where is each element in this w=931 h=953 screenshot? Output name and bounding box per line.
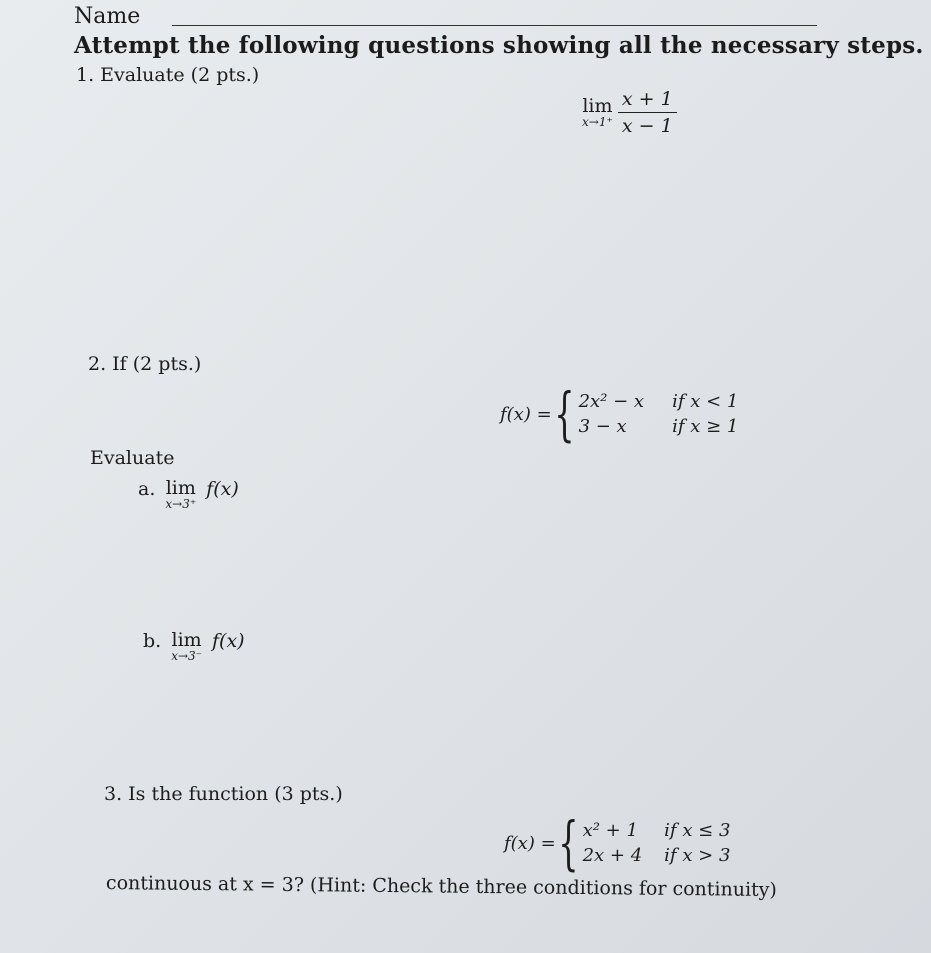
q2a-lim-word: lim [165, 477, 196, 499]
q3-case2-expr: 2x + 4 [582, 845, 643, 866]
q2b-lim-word: lim [171, 629, 202, 651]
q2a-label: a. [138, 478, 156, 500]
q2-case1-expr: 2x² − x [578, 391, 645, 412]
q3-piecewise-function [504, 809, 731, 877]
q2-lhs: f(x) = [500, 403, 552, 425]
q2-label: 2. If (2 pts.) [88, 353, 202, 375]
q2-cases [579, 391, 739, 437]
q1-lim-subscript: x→1⁺ [582, 115, 613, 129]
q1-lim-word: lim [582, 95, 613, 117]
q1-lim [582, 96, 613, 129]
q3-closing-text: continuous at x = 3? (Hint: Check the three conditions for continuity) [105, 872, 778, 902]
q2a-func: f(x) [206, 478, 239, 500]
q3-case1-cond: if x ≤ 3 [664, 820, 731, 841]
q2-brace: { [553, 380, 575, 448]
evaluate-label: Evaluate [90, 447, 175, 469]
q2-case2-expr: 3 − x [578, 416, 627, 437]
instructions-heading: Attempt the following questions showing all the necessary steps. [74, 32, 924, 59]
q1-fraction [618, 88, 677, 137]
q2b-func: f(x) [212, 630, 245, 652]
q1-label: 1. Evaluate (2 pts.) [76, 64, 260, 86]
q2a-lim-subscript: x→3⁺ [165, 497, 197, 511]
q1-denominator: x − 1 [621, 115, 673, 137]
q2a-expression [138, 478, 239, 511]
q3-cases [583, 820, 731, 866]
q2b-label: b. [143, 630, 162, 652]
q2b-lim-subscript: x→3⁻ [171, 649, 202, 663]
q2b-expression [143, 630, 245, 663]
q2b-lim [171, 630, 202, 663]
q2-case2-cond: if x ≥ 1 [672, 416, 739, 437]
q2a-lim [165, 478, 196, 511]
q1-limit-expression [582, 88, 677, 137]
q3-case2-cond: if x > 3 [664, 845, 731, 866]
q2-case1-cond: if x < 1 [672, 391, 739, 412]
q3-case1-expr: x² + 1 [582, 820, 638, 841]
name-label: Name [74, 4, 141, 29]
q2-piecewise-function [500, 380, 739, 448]
q3-brace: { [557, 809, 579, 877]
q3-label: 3. Is the function (3 pts.) [104, 783, 343, 805]
name-underline [172, 25, 817, 26]
q3-lhs: f(x) = [504, 832, 556, 854]
q1-numerator: x + 1 [618, 88, 677, 113]
